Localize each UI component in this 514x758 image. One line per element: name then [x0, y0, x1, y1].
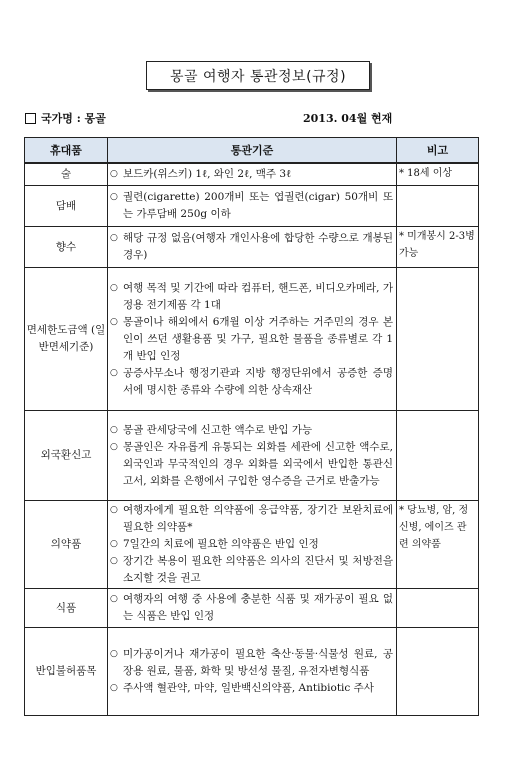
circle-bullet-icon: ○ — [110, 556, 118, 566]
list-item: ○ 공증사무소나 행정기관과 지방 행정단위에서 공증한 증명서에 명시한 종류와 수량에 의한 상속재산 — [110, 366, 393, 396]
date-info: 2013. 04월 현재 — [303, 112, 393, 125]
row-category: 외국환신고 — [25, 411, 108, 501]
row-category: 향수 — [25, 227, 108, 268]
country-info — [25, 110, 106, 126]
list-item: ○ 미가공이거나 재가공이 필요한 축산·동물·식물성 원료, 공장용 원료, 물품, 화학 및 방선성 물질, 유전자변형식품 — [110, 648, 393, 677]
row-note: * 18세 이상 — [397, 163, 479, 186]
table-row — [25, 501, 479, 589]
table-header-row — [25, 138, 479, 164]
row-category: 반입불허품목 — [25, 628, 108, 716]
table-row — [25, 163, 479, 186]
table-row — [25, 227, 479, 268]
circle-bullet-icon: ○ — [110, 233, 118, 243]
square-bullet-icon — [25, 113, 36, 124]
customs-table — [24, 137, 479, 716]
row-note — [397, 589, 479, 628]
circle-bullet-icon: ○ — [110, 649, 118, 659]
circle-bullet-icon: ○ — [110, 683, 118, 693]
row-standard — [108, 628, 397, 716]
row-standard — [108, 268, 397, 411]
header-standard: 통관기준 — [108, 138, 397, 164]
circle-bullet-icon: ○ — [110, 441, 118, 452]
table-row — [25, 186, 479, 227]
row-note — [397, 268, 479, 411]
list-item: ○ 7일간의 치료에 필요한 의약품은 반입 인정 — [110, 536, 393, 553]
row-category: 식품 — [25, 589, 108, 628]
list-item: ○ 주사액 혈관약, 마약, 일반백신의약품, Antibiotic 주사 — [110, 680, 393, 697]
circle-bullet-icon: ○ — [110, 367, 118, 378]
circle-bullet-icon: ○ — [110, 424, 118, 435]
row-note — [397, 186, 479, 227]
list-item: ○ 몽골인은 자유롭게 유통되는 외화를 세관에 신고한 액수로, 외국인과 무국적인의 경우 외화를 외국에서 반입한 통관신고서, 외화를 은행에서 구입한 영수증을 근거로 반출가능 — [110, 440, 393, 487]
circle-bullet-icon: ○ — [110, 282, 118, 293]
circle-bullet-icon: ○ — [110, 505, 118, 515]
circle-bullet-icon: ○ — [110, 594, 118, 604]
list-item: ○ 해당 규정 없음(여행자 개인사용에 합당한 수량으로 개봉된 경우) — [110, 232, 393, 261]
list-item: ○ 보드카(위스키) 1ℓ, 와인 2ℓ, 맥주 3ℓ — [110, 166, 393, 183]
row-standard — [108, 501, 397, 589]
row-category: 의약품 — [25, 501, 108, 589]
circle-bullet-icon: ○ — [110, 192, 118, 202]
row-standard — [108, 411, 397, 501]
list-item: ○ 몽골 관세당국에 신고한 액수로 반입 가능 — [110, 422, 393, 439]
row-note — [397, 628, 479, 716]
row-category: 담배 — [25, 186, 108, 227]
list-item: ○ 몽골이나 해외에서 6개월 이상 거주하는 거주민의 경우 본인이 쓰던 생활용품 및 가구, 필요한 물품을 종류별로 각 1개 반입 인정 — [110, 315, 393, 362]
row-standard — [108, 589, 397, 628]
row-note: * 미개봉시 2-3병 가능 — [397, 227, 479, 268]
header-note: 비고 — [397, 138, 479, 164]
row-standard — [108, 227, 397, 268]
header-item: 휴대품 — [25, 138, 108, 164]
list-item: ○ 여행자에게 필요한 의약품에 응급약품, 장기간 보완치료에 필요한 의약품* — [110, 504, 393, 533]
meta-row — [25, 110, 480, 128]
list-item: ○ 여행 목적 및 기간에 따라 컴퓨터, 핸드폰, 비디오카메라, 가정용 전기제품 각 1대 — [110, 281, 394, 311]
document-title — [146, 61, 370, 90]
country-label: 국가명 : 몽골 — [41, 112, 106, 125]
row-standard — [108, 186, 397, 227]
row-standard — [108, 163, 397, 186]
circle-bullet-icon: ○ — [110, 169, 118, 179]
row-note: * 당뇨병, 암, 정신병, 에이즈 관련 의약품 — [397, 501, 479, 589]
table-row — [25, 411, 479, 501]
circle-bullet-icon: ○ — [110, 539, 118, 549]
table-row — [25, 268, 479, 411]
list-item: ○ 여행자의 여행 중 사용에 충분한 식품 및 재가공이 필요 없는 식품은 반입 인정 — [110, 593, 393, 622]
document-title-text: 몽골 여행자 통관정보(규정) — [169, 68, 347, 85]
row-note — [397, 411, 479, 501]
list-item: ○ 궐련(cigarette) 200개비 또는 엽궐련(cigar) 50개비 또는 가루담배 250g 이하 — [110, 191, 393, 220]
table-row — [25, 628, 479, 716]
list-item: ○ 장기간 복용이 필요한 의약품은 의사의 진단서 및 처방전을 소지할 것을 권고 — [110, 555, 393, 584]
table-row — [25, 589, 479, 628]
row-category: 술 — [25, 163, 108, 186]
row-category: 면세한도금액 (일반면세기준) — [25, 268, 108, 411]
circle-bullet-icon: ○ — [110, 316, 118, 327]
